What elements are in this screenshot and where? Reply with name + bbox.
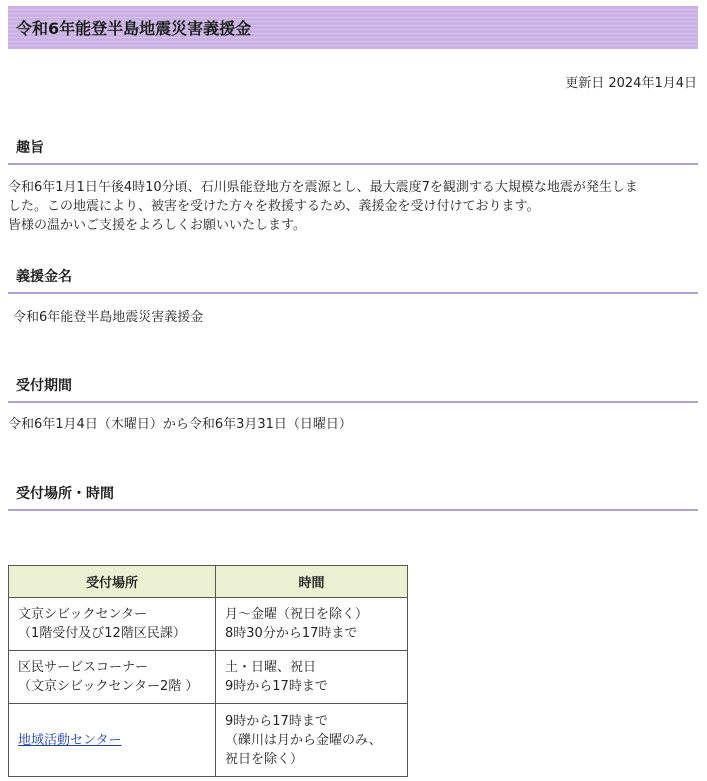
place-cell: [9, 704, 216, 777]
place-cell: [9, 598, 216, 651]
time-line: 月～金曜（祝日を除く）: [225, 607, 369, 622]
purpose-line: 皆様の温かいご支援をよろしくお願いいたします。: [8, 218, 306, 233]
page-title: 令和6年能登半島地震災害義援金: [8, 6, 698, 49]
table-row: [9, 651, 408, 704]
purpose-line: した。この地震により、被害を受けた方々を救援するため、義援金を受け付けております。: [8, 199, 540, 214]
time-cell: [216, 651, 408, 704]
time-line: 9時から17時まで: [225, 679, 328, 694]
table-row: [9, 704, 408, 777]
time-cell: [216, 704, 408, 777]
fund-name-text: 令和6年能登半島地震災害義援金: [13, 310, 204, 325]
time-line: 祝日を除く）: [225, 751, 304, 767]
section-heading-place: 受付場所・時間: [8, 483, 698, 511]
time-line: 9時から17時まで: [225, 713, 328, 729]
reception-table: [8, 565, 408, 777]
time-line: 土・日曜、祝日: [225, 660, 317, 675]
column-header-time: 時間: [216, 566, 408, 598]
purpose-text: [8, 178, 698, 235]
place-name: 区民サービスコーナー: [18, 660, 149, 675]
place-cell: [9, 651, 216, 704]
section-heading-fund-name: 義援金名: [8, 266, 698, 294]
time-line: （礫川は月から金曜のみ、: [225, 732, 382, 748]
place-detail: （1階受付及び12階区民課）: [18, 626, 186, 641]
place-detail: （文京シビックセンター2階 ）: [18, 679, 199, 694]
purpose-line: 令和6年1月1日午後4時10分頃、石川県能登地方を震源とし、最大震度7を観測する大規模な地震が発生しま: [8, 180, 638, 195]
time-line: 8時30分から17時まで: [225, 626, 358, 641]
time-cell: [216, 598, 408, 651]
updated-date: 更新日 2024年1月4日: [565, 76, 697, 91]
section-heading-purpose: 趣旨: [8, 137, 698, 165]
table-header-row: [9, 566, 408, 598]
table-row: [9, 598, 408, 651]
section-heading-period: 受付期間: [8, 375, 698, 403]
place-name: 文京シビックセンター: [18, 607, 147, 622]
column-header-place: 受付場所: [9, 566, 216, 598]
period-text: 令和6年1月4日（木曜日）から令和6年3月31日（日曜日）: [8, 417, 352, 432]
community-center-link[interactable]: 地域活動センター: [18, 732, 122, 748]
